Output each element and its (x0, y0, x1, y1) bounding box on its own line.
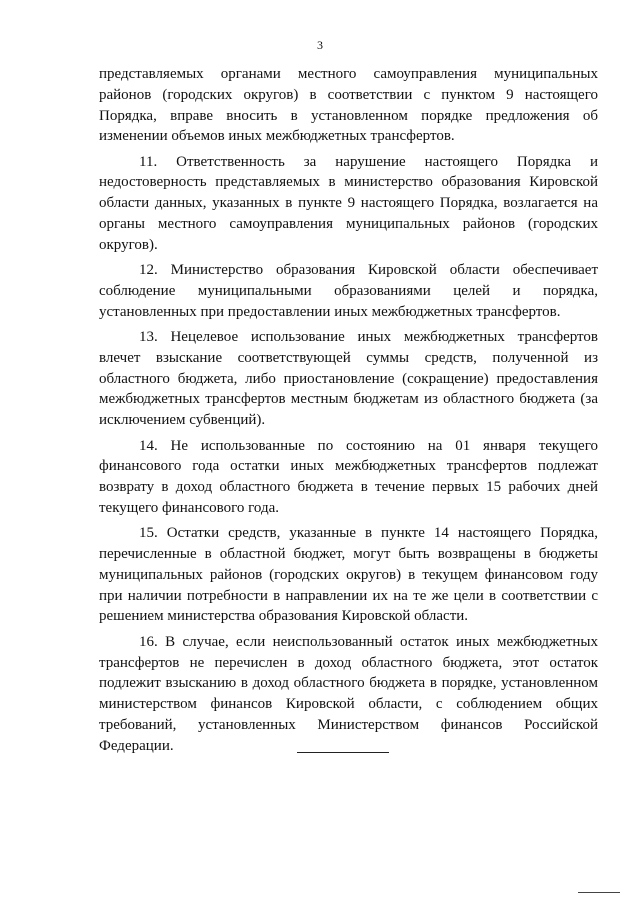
document-body (99, 64, 598, 761)
paragraph-12: 12. Министерство образования Кировской области обеспечивает соблюдение муниципальными образованиями целей и порядка, установленных при предоставлении иных межбюджетных трансфертов. (99, 262, 598, 320)
page-number: 3 (317, 38, 323, 52)
paragraph-14: 14. Не использованные по состоянию на 01 января текущего финансового года остатки иных межбюджетных трансфертов подлежат возврату в доход областного бюджета в течение первых 15 рабочих дней текущего финансового года. (99, 437, 598, 516)
paragraph-15: 15. Остатки средств, указанные в пункте 14 настоящего Порядка, перечисленные в областной бюджет, могут быть возвращены в бюджеты муниципальных районов (городских округов) в текущем финансовом году при наличии потребности в направлении их на те же цели в соответствии с решением министерства образования Кировской области. (99, 525, 598, 625)
paragraph-11: 11. Ответственность за нарушение настоящего Порядка и недостоверность представляемых в министерство образования Кировской области данных, указанных в пункте 9 настоящего Порядка, возлагается на органы местного самоуправления муниципальных районов (городских округов). (99, 153, 598, 253)
paragraph-continuation: представляемых органами местного самоуправления муниципальных районов (городских округов) в соответствии с пунктом 9 настоящего Порядка, вправе вносить в установленном порядке предложения об изменении объемов иных межбюджетных трансфертов. (99, 66, 598, 145)
end-of-document-line (297, 752, 389, 753)
paragraph-13: 13. Нецелевое использование иных межбюджетных трансфертов влечет взыскание соответствующей суммы средств, полученной из областного бюджета, либо приостановление (сокращение) предоставления межбюджетных трансфертов местным бюджетам из областного бюджета (за исключением субвенций). (99, 329, 598, 429)
paragraph-16: 16. В случае, если неиспользованный остаток иных межбюджетных трансфертов не перечислен в доход областного бюджета, этот остаток подлежит взысканию в доход областного бюджета в порядке, установленном министерством финансов Кировской области, с соблюдением общих требований, установленных Министерством финансов Российской Федерации. (99, 633, 598, 754)
corner-mark-line (578, 892, 620, 893)
